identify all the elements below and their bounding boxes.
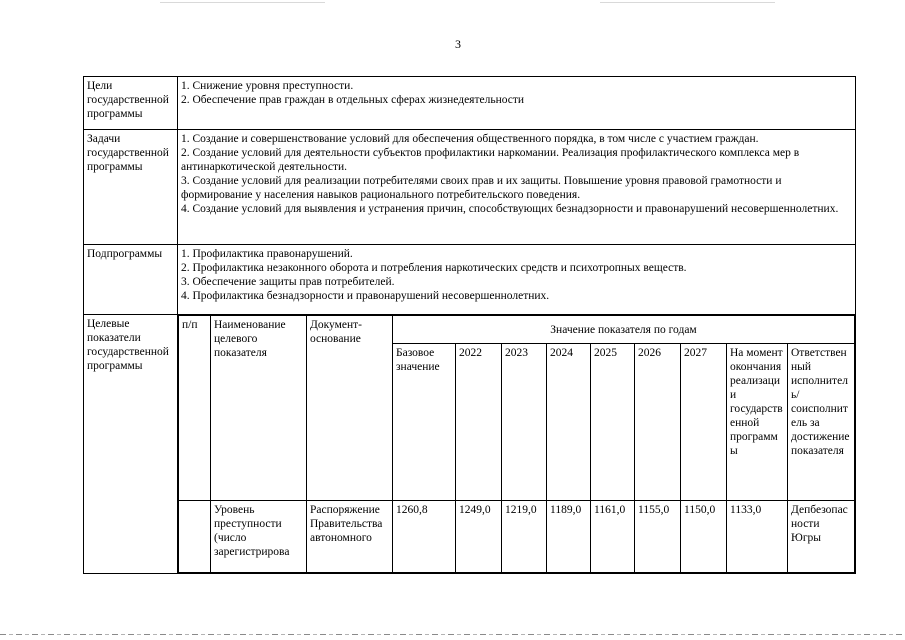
year-header: 2024 [547,344,591,501]
row-number [179,501,211,573]
year-value: 1155,0 [635,501,681,573]
scan-top-rule [600,2,775,3]
base-value-header: Базовое значение [393,344,456,501]
indicators-content [178,315,856,574]
table-row [179,501,855,573]
indicators-label: Целевые показатели государственной программы [84,315,178,574]
indicators-row [84,315,856,574]
indicator-name: Уровень преступности (число зарегистрирова [211,501,307,573]
subprogram-item: 4. Профилактика безнадзорности и правонарушений несовершеннолетних. [181,290,550,302]
year-value: 1219,0 [502,501,547,573]
values-by-year-header: Значение показателя по годам [393,316,855,344]
tasks-content [178,130,856,245]
goal-item: 1. Снижение уровня преступности. [181,80,354,92]
year-value: 1249,0 [456,501,502,573]
year-value: 1189,0 [547,501,591,573]
scan-top-rule [160,2,325,3]
task-item: 4. Создание условий для выявления и устранения причин, способствующих безнадзорности и правонарушений несовершеннолетних. [181,203,839,215]
subprograms-label: Подпрограммы [84,245,178,315]
goals-content [178,77,856,130]
subprogram-item: 2. Профилактика незаконного оборота и потребления наркотических средств и психотропных веществ. [181,262,687,274]
year-header: 2023 [502,344,547,501]
goal-item: 2. Обеспечение прав граждан в отдельных сферах жизнедеятельности [181,94,525,106]
indicators-table [178,315,855,573]
year-header: 2025 [591,344,635,501]
num-header: п/п [179,316,211,501]
subprograms-content [178,245,856,315]
year-value: 1150,0 [681,501,727,573]
year-header: 2026 [635,344,681,501]
goals-label: Цели государственной программы [84,77,178,130]
scan-bottom-edge [0,634,905,635]
indicator-document: Распоряжение Правительства автономного [307,501,393,573]
doc-header: Документ-основание [307,316,393,501]
base-value: 1260,8 [393,501,456,573]
final-value: 1133,0 [727,501,788,573]
task-item: 1. Создание и совершенствование условий для обеспечения общественного порядка, в том числе с участием граждан. [181,133,759,145]
goals-row [84,77,856,130]
subprograms-row [84,245,856,315]
final-value-header: На момент окончания реализации государственной программы [727,344,788,501]
name-header: Наименование целевого показателя [211,316,307,501]
subprogram-item: 1. Профилактика правонарушений. [181,248,353,260]
tasks-row [84,130,856,245]
responsible-executor: Депбезопасности Югры [788,501,855,573]
program-passport-table [83,76,856,574]
responsible-header: Ответственный исполнитель/ соисполнитель за достижение показателя [788,344,855,501]
task-item: 3. Создание условий для реализации потребителями своих прав и их защиты. Повышение уровня правовой грамотности и формирование у населения навыков рационального потребительского поведения. [181,175,782,201]
tasks-label: Задачи государственной программы [84,130,178,245]
page-number: 3 [455,37,461,51]
subprogram-item: 3. Обеспечение защиты прав потребителей. [181,276,395,288]
year-header: 2022 [456,344,502,501]
year-header: 2027 [681,344,727,501]
indicators-header-row [179,316,855,344]
year-value: 1161,0 [591,501,635,573]
task-item: 2. Создание условий для деятельности субъектов профилактики наркомании. Реализация профилактического комплекса мер в антинаркотической деятельности. [181,147,800,173]
